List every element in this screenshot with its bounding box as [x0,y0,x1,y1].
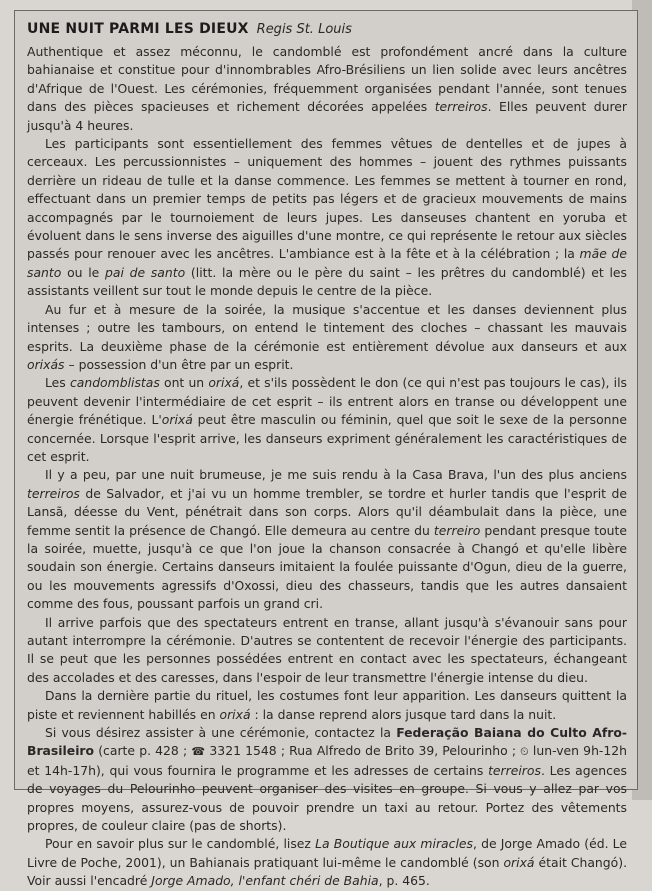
text-run: ont un [159,375,209,391]
text-run: 3321 1548 ; Rua Alfredo de Brito 39, Pelourinho ; [205,743,521,759]
text-run: (litt. la mère ou le père du saint – les prêtres du candomblé) et les assistants veillent sur tout le monde depuis le centre de la pièce. [27,264,627,299]
text-run: Authentique et assez méconnu, le candomblé est profondément ancré dans la culture bahianaise et constitue pour d'innombrables Afro-Brésiliens un lien solide avec leurs ancêtres d'Afrique de l'Ouest. Les cérémonies, fréquemment organisées pendant l'année, sont tenues dans des pièces spacieuses et richement décorées appelées [27,44,627,115]
italic-term: terreiro [433,522,481,538]
text-run: Il y a peu, par une nuit brumeuse, je me suis rendu à la Casa Brava, l'un des plus anciens [45,467,627,483]
text-run: Pour en savoir plus sur le candomblé, lisez [45,836,316,852]
text-run: . Les agences de voyages du Pelourinho peuvent organiser des visites en groupe. Si vous y allez par vos propres moyens, assurez-vous de pouvoir prendre un taxi au retour. Portez des vêtements propres, de couleur claire (pas de shorts). [27,762,628,834]
text-run: était Changó). Voir aussi l'encadré [27,854,628,889]
text-run: Si vous désirez assister à une cérémonie, contactez la [45,725,397,741]
text-run: lun-ven 9h-12h et 14h-17h), qui vous fournira le programme et les adresses de certains [27,743,628,778]
paragraph-4 [27,374,627,466]
box-author: Regis St. Louis [256,22,352,37]
book-title: La Boutique aux miracles [315,836,473,852]
text-run: – possession d'un être par un esprit. [64,356,294,372]
italic-term: orixá [503,854,535,870]
paragraph-6 [27,614,627,688]
organization-name: Federação Baiana do Culto Afro-Brasileiro [27,725,628,759]
text-run: de Salvador, et j'ai vu un homme trembler, se tordre et hurler tandis que l'esprit de Lansã, déesse du Vent, pénétrait dans son corps. Alors qu'il déambulait dans la pièce, une femme sentit la présence de Changó. Elle demeura au centre du [27,485,627,538]
italic-term: pai de santo [105,264,186,280]
text-run: Dans la dernière partie du rituel, les costumes font leur apparition. Les danseurs quittent la piste et reviennent habillés en [27,688,627,722]
phone-icon: ☎ [191,745,206,759]
clock-icon: ⏲ [520,745,529,759]
italic-term: orixá [219,706,251,722]
italic-term: orixás [27,356,65,372]
text-run: . Elles peuvent durer jusqu'à 4 heures. [27,99,627,133]
paragraph-7 [27,687,627,724]
italic-term: terreiros [27,485,80,501]
paragraph-3 [27,301,627,375]
paragraph-8 [27,724,627,835]
text-run: Il arrive parfois que des spectateurs entrent en transe, allant jusqu'à s'évanouir sans pour autant interrompre la cérémonie. D'autres se contentent de recevoir l'énergie des participants. Il se peut que les personnes possédées entrent en contact avec les spectateurs, échangeant des accolades et des caresses, dans l'espoir de leur transmettre l'énergie intense du dieu. [27,614,627,685]
text-run: : la danse reprend alors jusque tard dans la nuit. [250,706,557,722]
paragraph-9 [27,835,627,890]
box-reference: Jorge Amado, l'enfant chéri de Bahia [151,873,379,889]
paragraph-5 [27,466,627,613]
text-run: , et s'ils possèdent le don (ce qui n'est pas toujours le cas), ils peuvent devenir l'intermédiaire de cet esprit – ils entrent alors en transe ou développent une énergie frénétique. L' [27,375,627,428]
text-run: Au fur et à mesure de la soirée, la musique s'accentue et les danses deviennent plus intenses ; outre les tambours, on entend le tintement des cloches – chassant les mauvais esprits. La deuxième phase de la cérémonie est entièrement dévolue aux danseurs et aux [27,301,627,354]
box-title: UNE NUIT PARMI LES DIEUX [27,21,249,37]
italic-term: orixá [208,375,240,391]
italic-term: orixá [161,412,193,428]
box-header [27,19,627,40]
text-run: (carte p. 428 ; [94,743,192,759]
paragraph-2 [27,135,627,301]
text-run: pendant presque toute la soirée, muette, jusqu'à ce que l'on joue la chanson consacrée à Changó et qu'elle libère soudain son énergie. Certains danseurs imitaient la foulée puissante d'Ogun, dieu de la guerre, ou les mouvements agressifs d'Oxossi, dieu des chasseurs, tandis que les autres dansaient comme des fous, poussant parfois un grand cri. [27,522,627,612]
italic-term: candomblistas [69,375,160,391]
italic-term: terreiros [434,99,488,115]
text-run: ou le [61,264,106,280]
text-run: Les [45,375,70,391]
italic-term: mãe de santo [27,246,627,280]
paragraph-1 [27,43,627,135]
text-run: , p. 465. [378,873,430,889]
text-run: Les participants sont essentiellement des femmes vêtues de dentelles et de jupes à cerceaux. Les percussionnistes – uniquement des hommes – jouent des rythmes puissants derrière un rideau de tulle et la danse commence. Les femmes se mettent à tourner en rond, effectuant dans un premier temps de petits pas légers et de gracieux mouvements de mains accompagnés par le tournoiement de leurs jupes. Les danseuses chantent en yoruba et évoluent dans le sens inverse des aiguilles d'une montre, ce qui représente le retour aux siècles passés pour renouer avec les ancêtres. L'ambiance est à la fête et à la célébration ; la [27,136,627,262]
sidebar-box [14,10,638,889]
text-run: peut être masculin ou féminin, quel que soit le sexe de la personne concernée. Lorsque l'esprit arrive, les danseurs expriment généralement les caractéristiques de cet esprit. [27,412,627,464]
text-run: , de Jorge Amado (éd. Le Livre de Poche, 2001), un Bahianais pratiquant lui-même le candomblé (son [27,836,627,870]
italic-term: terreiros [488,762,541,778]
